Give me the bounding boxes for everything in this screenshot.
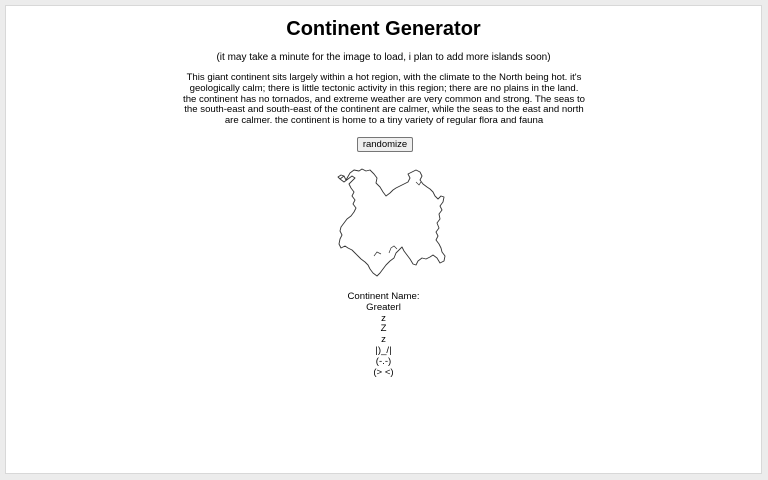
ascii-art-line: (> <) [373,366,394,378]
ascii-art-line: z [381,334,386,346]
page-container [5,5,762,474]
continent-outline [338,169,445,276]
ascii-art-line: |)_/| [375,344,392,356]
continent-name-label: Continent Name: [347,291,420,302]
page-title: Continent Generator [286,18,481,40]
continent-map-image [330,162,446,277]
ascii-art-line: z [381,312,386,324]
continent-description: This giant continent sits largely within a hot region, with the climate to the North being hot. it's geologically calm; there is little tectonic activity in this region; there are no plains in the land. the continent has no tornados, and extreme weather are very common and strong. The seas to the south-east and south-east of the continent are calmer, while the seas to the east and north are calmer. the continent is home to a tiny variety of regular flora and fauna [183,72,585,127]
continent-outline-icon [330,162,446,277]
continent-name-block [6,292,761,378]
continent-name-value: Greaterl [366,301,401,313]
continent-outline-detail [374,182,421,256]
randomize-button[interactable]: randomize [357,137,413,152]
ascii-art-line: (-.-) [375,355,392,367]
loading-note: (it may take a minute for the image to load, i plan to add more islands soon) [216,52,551,63]
ascii-art-line: Z [380,323,387,335]
